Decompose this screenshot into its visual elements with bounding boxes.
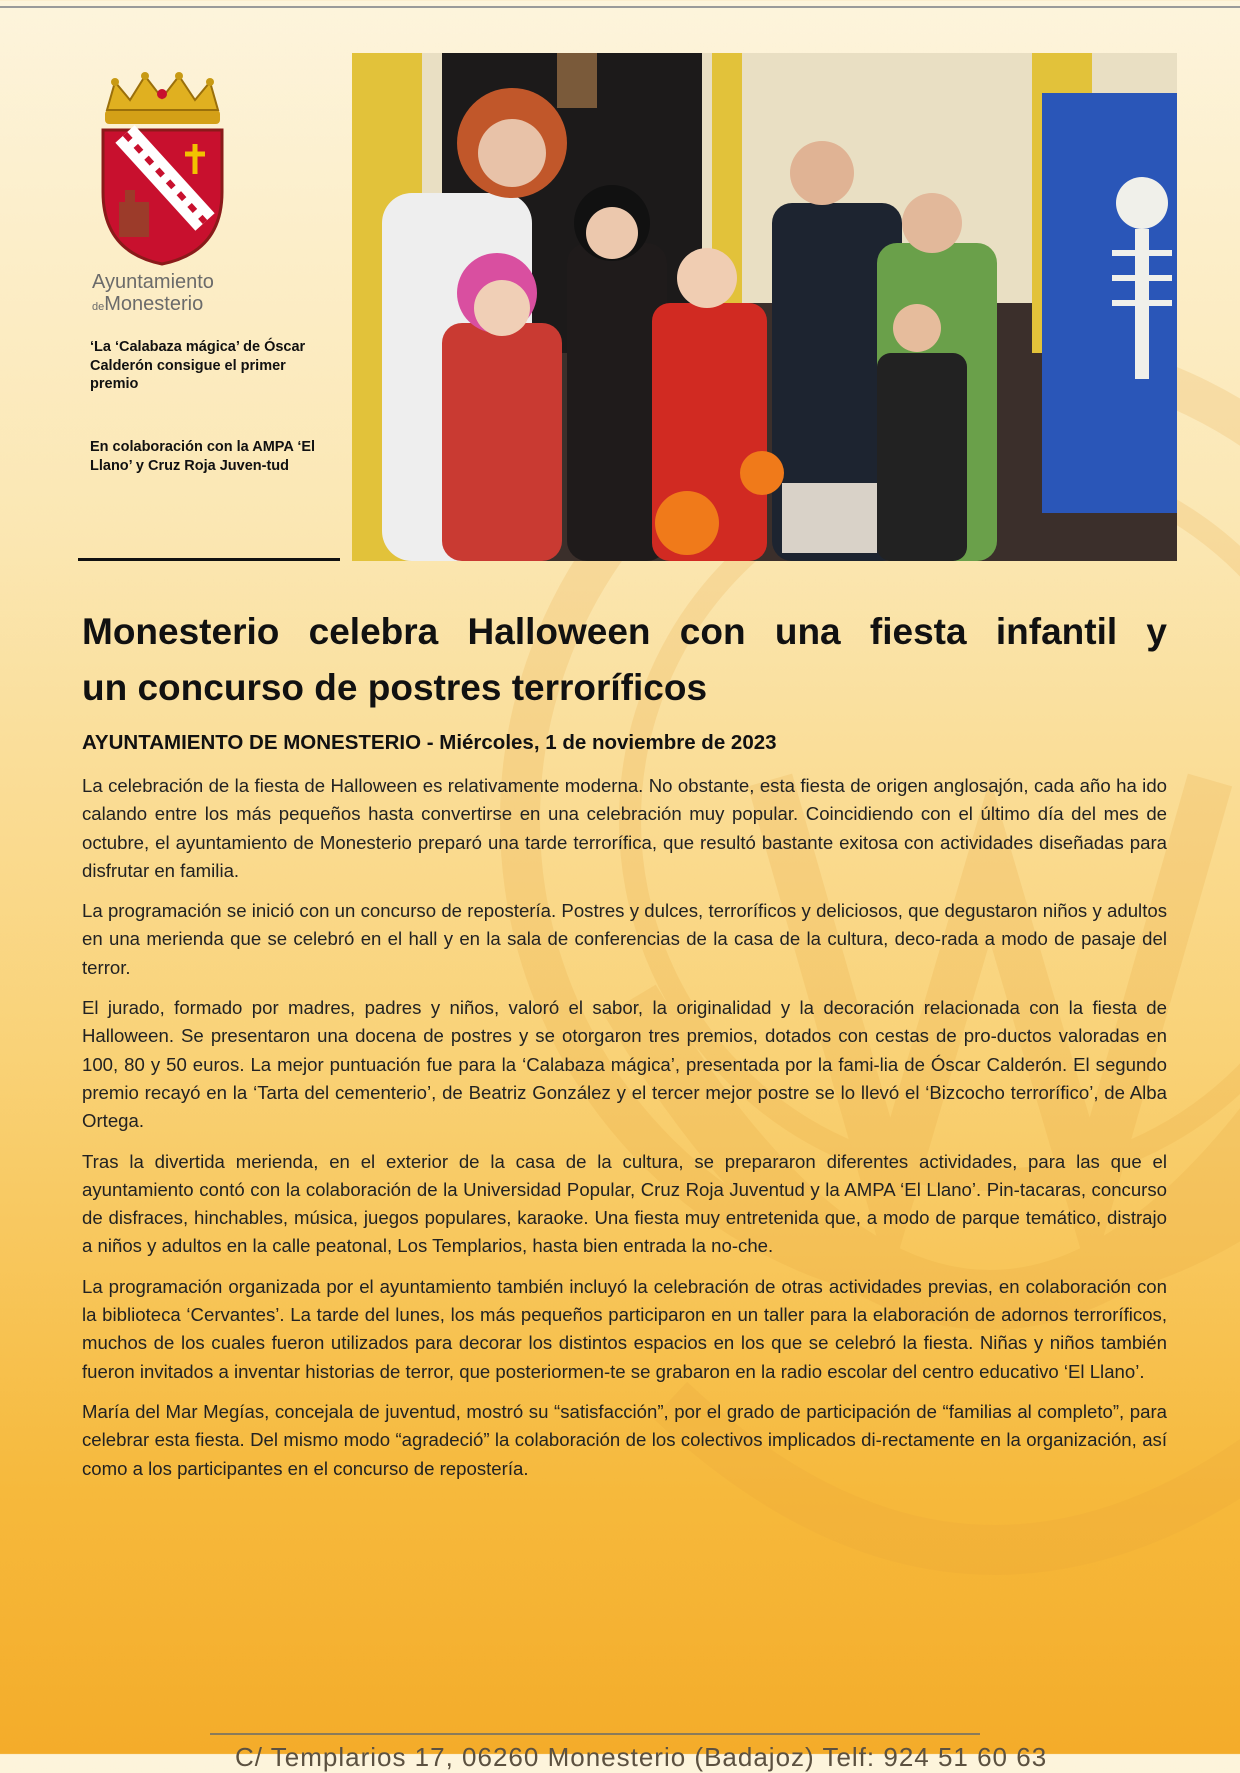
town-logo-text	[92, 272, 214, 314]
top-rule	[0, 6, 1240, 8]
article-title-line-2: un concurso de postres terroríficos	[82, 667, 708, 708]
footer-address: C/ Templarios 17, 06260 Monesterio (Badajoz) Telf: 924 51 60 63	[235, 1742, 1048, 1772]
article-title-line-1: Monesterio celebra Halloween con una fiesta infantil y	[82, 611, 1167, 652]
article-byline: AYUNTAMIENTO DE MONESTERIO - Miércoles, 1 de noviembre de 2023	[82, 731, 777, 754]
article-body	[82, 772, 1167, 1495]
article-paragraph-4: Tras la divertida merienda, en el exterior de la casa de la cultura, se prepararon diferentes actividades, para las que el ayuntamiento contó con la colaboración de la Universidad Popular, Cruz Roja Juventud y la AMPA ‘El Llano’. Pin-tacaras, concurso de disfraces, hinchables, música, juegos populares, karaoke. Una fiesta muy entretenida que, a modo de parque temático, distrajo a niños y adultos en la calle peatonal, Los Templarios, hasta bien entrada la no-che.	[82, 1150, 1167, 1257]
logo-de: de	[92, 301, 105, 313]
sidebar-note-first-prize: ‘La ‘Calabaza mágica’ de Óscar Calderón consigue el primer premio	[90, 339, 306, 392]
footer-rule	[210, 1733, 980, 1735]
article-paragraph-3: El jurado, formado por madres, padres y niños, valoró el sabor, la originalidad y la decoración relacionada con la fiesta de Halloween. Se presentaron una docena de postres y se otorgaron tres premios, dotados con cestas de pro-ductos valoradas en 100, 80 y 50 euros. La mejor puntuación fue para la ‘Calabaza mágica’, presentada por la fami-lia de Óscar Calderón. El segundo premio recayó en la ‘Tarta del cementerio’, de Beatriz González y el tercer mejor postre se lo llevó el ‘Bizcocho terrorífico’, de Alba Ortega.	[82, 997, 1167, 1132]
article-paragraph-1: La celebración de la fiesta de Halloween es relativamente moderna. No obstante, esta fiesta de origen anglosajón, cada año ha ido calando entre los más pequeños hasta convertirse en una celebración muy popular. Coincidiendo con el último día del mes de octubre, el ayuntamiento de Monesterio preparó una tarde terrorífica, que resultó bastante exitosa con actividades diseñadas para disfrutar en familia.	[82, 775, 1167, 881]
sidebar-note-collaboration: En colaboración con la AMPA ‘El Llano’ y Cruz Roja Juven-tud	[90, 439, 316, 474]
article-title	[82, 604, 1167, 716]
town-crest-logo	[95, 72, 230, 267]
logo-line-2	[92, 294, 214, 314]
halloween-party-photo	[352, 53, 1177, 561]
sidebar-rule	[78, 558, 340, 561]
article-paragraph-2: La programación se inició con un concurso de repostería. Postres y dulces, terroríficos y deliciosos, que degustaron niños y adultos en una merienda que se celebró en el hall y en la sala de conferencias de la casa de la cultura, deco-rada a modo de pasaje del terror.	[82, 900, 1167, 978]
article-paragraph-6: María del Mar Megías, concejala de juventud, mostró su “satisfacción”, por el grado de participación de “familias al completo”, para celebrar esta fiesta. Del mismo modo “agradeció” la colaboración de los colectivos implicados di-rectamente en la organización, así como a los participantes en el concurso de repostería.	[82, 1400, 1167, 1479]
logo-line-1: Ayuntamiento	[92, 271, 214, 293]
article-paragraph-5: La programación organizada por el ayuntamiento también incluyó la celebración de otras actividades previas, en colaboración con la biblioteca ‘Cervantes’. La tarde del lunes, los más pequeños participaron en un taller para la elaboración de adornos terroríficos, muchos de los cuales fueron utilizados para decorar los distintos espacios en los que se celebró la fiesta. Niñas y niños también fueron invitados a inventar historias de terror, que posteriormen-te se grabaron en la radio escolar del centro educativo ‘El Llano’.	[82, 1275, 1167, 1382]
logo-town: Monesterio	[104, 293, 204, 315]
